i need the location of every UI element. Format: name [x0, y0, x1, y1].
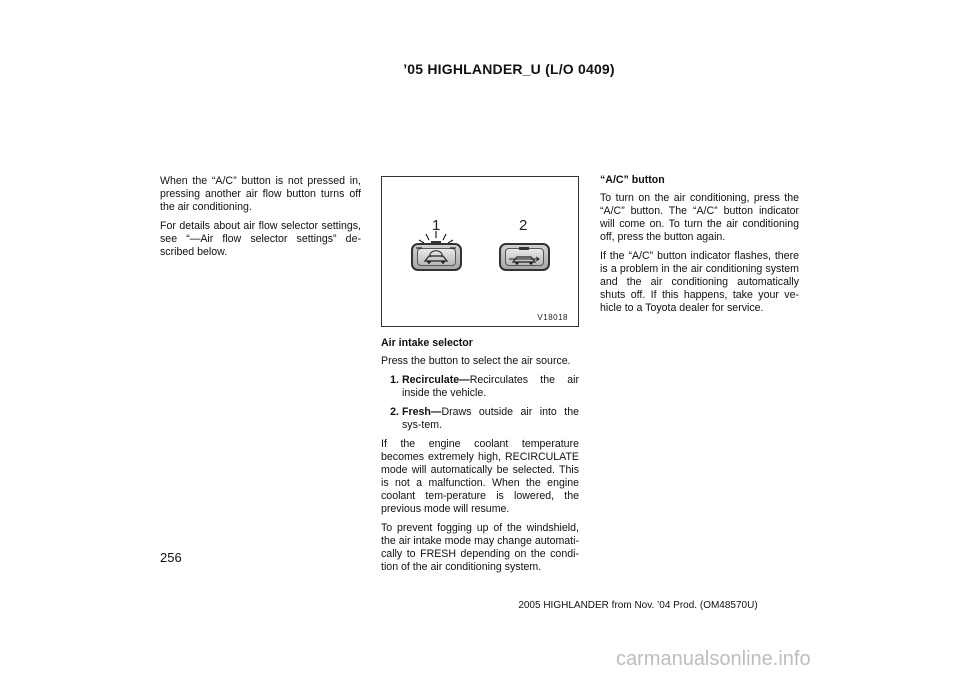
- list-item-term: Fresh—: [402, 406, 442, 418]
- column-3: [600, 174, 799, 321]
- list-item-text: Recirculates the air inside the vehicle.: [402, 374, 579, 399]
- page-footer: 2005 HIGHLANDER from Nov. ’04 Prod. (OM48570U): [518, 600, 758, 611]
- paragraph: When the “A/C” button is not pressed in, pressing another air flow button turns off the air conditioning.: [160, 175, 361, 213]
- figure-code: V18018: [537, 313, 568, 322]
- paragraph: If the engine coolant temperature becomes extremely high, RECIRCULATE mode will automatically be selected. This is not a malfunction. When the engine coolant tem-perature is lowered, the previous mode will resume.: [381, 438, 579, 515]
- recirculate-icon: [411, 229, 462, 273]
- list-item-term: Recirculate—: [402, 374, 470, 386]
- list-item-text: Draws outside air into the sys-tem.: [402, 406, 579, 431]
- list-item: [381, 406, 579, 432]
- watermark: carmanualsonline.info: [616, 648, 811, 670]
- recirculate-button: [411, 243, 462, 271]
- column-1: [160, 175, 361, 265]
- section-heading: Air intake selector: [381, 337, 473, 349]
- fresh-air-button: [499, 243, 550, 271]
- list-item-number: 1.: [390, 374, 399, 386]
- page-header-title: ’05 HIGHLANDER_U (L/O 0409): [403, 61, 615, 77]
- paragraph: To prevent fogging up of the windshield, the air intake mode may change automati-cally to FRESH depending on the condi-tion of the air conditioning system.: [381, 522, 579, 573]
- air-intake-selector-figure: [381, 176, 579, 327]
- paragraph: Press the button to select the air source.: [381, 355, 571, 367]
- figure-label-1: 1: [432, 217, 441, 234]
- list-item: [381, 374, 579, 400]
- paragraph: If the “A/C” button indicator flashes, there is a problem in the air conditioning system and the air conditioning automatically shuts off. If this happens, take your ve-hicle to a Toyota dealer for service.: [600, 250, 799, 314]
- page-number: 256: [160, 550, 182, 565]
- list-item-number: 2.: [390, 406, 399, 418]
- section-heading: “A/C” button: [600, 174, 665, 186]
- column-2: [381, 337, 579, 580]
- fresh-air-icon: [499, 243, 550, 271]
- figure-label-2: 2: [519, 217, 528, 234]
- paragraph: To turn on the air conditioning, press the “A/C” button. The “A/C” button indicator will come on. To turn the air conditioning off, press the button again.: [600, 192, 799, 243]
- paragraph: For details about air flow selector settings, see “—Air flow selector settings” de-scribed below.: [160, 220, 361, 258]
